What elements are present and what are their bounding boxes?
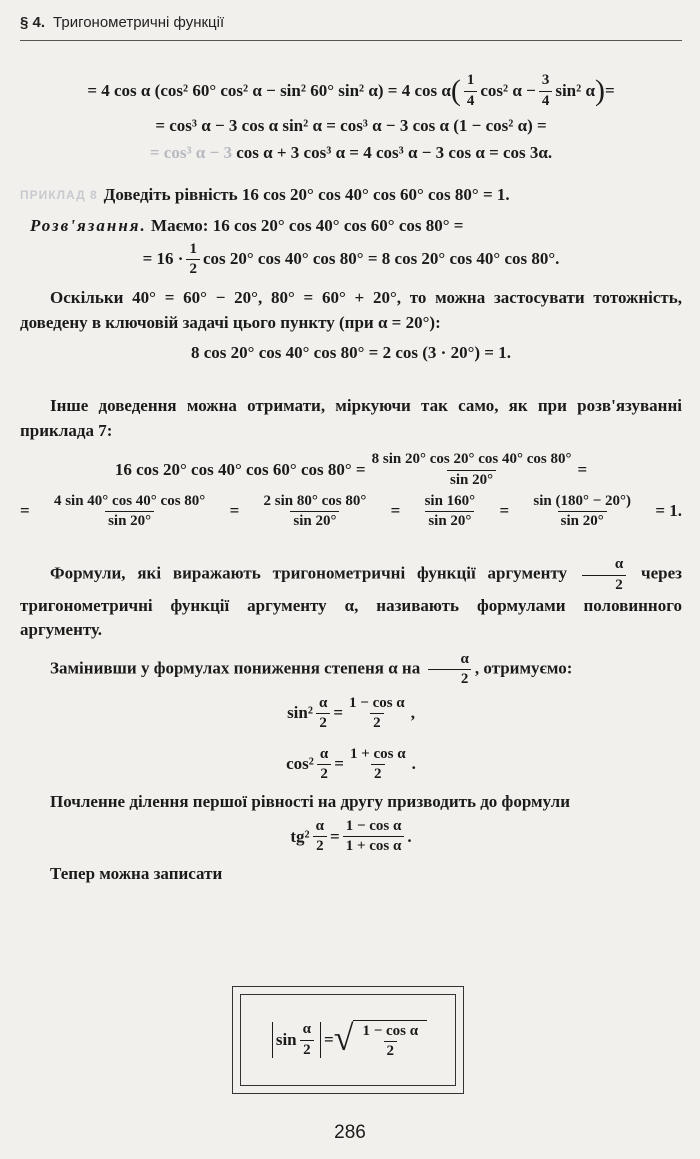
square-root xyxy=(333,1017,427,1061)
boxed-formula xyxy=(232,986,464,1094)
formula-lhs: sin xyxy=(275,1030,297,1049)
fraction-one-quarter: $\frac{1}{4}$ xyxy=(464,72,478,110)
equation-text: cos² α − xyxy=(480,80,536,100)
equals-sign: = xyxy=(499,501,510,521)
page-content xyxy=(20,72,682,886)
formula-sin-half xyxy=(20,695,682,733)
equation-text: cos 20° cos 40° cos 80° = 8 cos 20° cos 40° cos 80°. xyxy=(202,248,560,268)
paragraph-now-write: Тепер можна записати xyxy=(50,863,223,883)
paragraph-identity-note: Оскільки 40° = 60° − 20°, 80° = 60° + 20°, то можна застосувати тотожність, доведену в ключовій задачі цього пункту (при α = 20°): xyxy=(20,288,682,332)
abs-bar-right xyxy=(320,1022,321,1058)
equation-text: 8 cos 20° cos 40° cos 80° = 2 cos (3 · 20°) = 1. xyxy=(191,343,511,363)
fraction-alpha-half: $\frac{\alpha}{2}$ xyxy=(300,1021,314,1059)
fraction-one-half: $\frac{1}{2}$ xyxy=(186,241,200,279)
paragraph-half-angle-definition xyxy=(20,556,682,643)
equals-sign: = xyxy=(577,459,588,479)
equation-text: = 4 cos α (cos² 60° cos² α − sin² 60° sin² α) = 4 cos α xyxy=(87,80,451,100)
example-statement xyxy=(20,183,682,208)
running-header xyxy=(20,14,682,31)
section-title: Тригонометричні функції xyxy=(53,14,225,31)
paragraph-text: , отримуємо: xyxy=(474,658,573,678)
abs-bar-left xyxy=(272,1022,273,1058)
page-number: 286 xyxy=(334,1122,366,1143)
equation-line-2 xyxy=(20,114,682,139)
solution-line-2 xyxy=(20,241,682,279)
section-number: § 4. xyxy=(20,14,46,31)
equals-sign: = xyxy=(330,826,340,846)
paragraph-text: Формули, які виражають тригонометричні функції аргументу xyxy=(50,563,568,583)
solution-text: Маємо: 16 cos 20° cos 40° cos 60° cos 80° = xyxy=(151,215,464,235)
fraction: $\frac{4 \sin 40^\circ \cos 40^\circ \cos 80^\circ}{\sin 20^\circ}$ xyxy=(53,492,206,530)
fraction: $\frac{\text{1 − cos α}}{\text{1 + cos α}}$ xyxy=(343,818,405,856)
paragraph-text: через тригонометричні функції аргументу α, називають xyxy=(20,563,683,615)
left-paren: ( xyxy=(450,74,461,107)
formula-tg-half xyxy=(20,818,682,856)
equals-sign: = xyxy=(324,1030,334,1049)
fraction-alpha-half: $\frac{\alpha}{2}$ xyxy=(427,651,471,689)
radical-sign: √ xyxy=(333,1017,354,1058)
equals-sign: = xyxy=(20,501,30,521)
equals-sign: = xyxy=(390,501,401,521)
equation-text: 16 cos 20° cos 40° cos 60° cos 80° = xyxy=(114,459,366,479)
equation-text: = 16 · xyxy=(142,248,184,268)
defined-term: формулами половинного аргументу. xyxy=(20,595,683,640)
fraction: $\frac{\text{1 + cos α}}{2}$ xyxy=(349,746,406,783)
fraction: $\frac{\text{1 − cos α}}{2}$ xyxy=(349,694,405,731)
fraction: $\frac{\sin 160^\circ}{\sin 20^\circ}$ xyxy=(424,492,476,530)
right-paren: ) xyxy=(594,74,605,107)
fraction-alpha-half: $\frac{\alpha}{2}$ xyxy=(313,818,327,856)
example-label: ПРИКЛАД 8 xyxy=(20,187,98,202)
formula-lhs: cos² xyxy=(286,754,314,774)
paragraph-alt-proof: Інше доведення можна отримати, міркуючи так само, як при розв'язуванні приклада 7: xyxy=(20,395,682,440)
equals-sign: = xyxy=(229,501,240,521)
punctuation: . xyxy=(411,754,416,774)
alt-proof-line-2 xyxy=(20,493,682,531)
boxed-formula-inner xyxy=(240,994,456,1086)
formula-lhs: sin² xyxy=(287,702,313,722)
solution-label: Розв'язання. xyxy=(30,215,147,235)
paragraph-text: Замінивши у формулах пониження степеня α на xyxy=(50,658,421,678)
fraction-alpha-half: $\frac{\alpha}{2}$ xyxy=(316,695,330,733)
equation-text: sin² α xyxy=(555,80,595,100)
equation-line-1 xyxy=(20,72,682,110)
fraction-alpha-half: $\frac{\alpha}{2}$ xyxy=(317,746,331,784)
equation-text: cos α + 3 cos³ α = 4 cos³ α − 3 cos α = cos 3α. xyxy=(236,142,553,162)
equals-sign: = xyxy=(334,754,344,774)
fraction: $\frac{8 \sin 20^\circ \cos 20^\circ \cos 40^\circ \cos 80^\circ}{\sin 20^\circ}$ xyxy=(371,451,572,488)
paragraph-substitution xyxy=(20,651,682,689)
equation-result: = 1. xyxy=(655,501,682,521)
equals-sign: = xyxy=(604,80,615,100)
equation-text: = cos³ α − 3 cos α sin² α = cos³ α − 3 cos α (1 − cos² α) = xyxy=(155,116,547,135)
alt-proof-line-1 xyxy=(20,451,682,489)
identity-equation xyxy=(20,341,682,366)
punctuation: , xyxy=(410,702,415,722)
header-divider xyxy=(20,40,682,41)
fraction: $\frac{\sin (180^\circ - 20^\circ)}{\sin 20^\circ}$ xyxy=(533,492,632,530)
fraction: $\frac{2 \sin 80^\circ \cos 80^\circ}{\sin 20^\circ}$ xyxy=(263,492,367,530)
punctuation: . xyxy=(407,826,412,846)
example-text: Доведіть рівність 16 cos 20° cos 40° cos 60° cos 80° = 1. xyxy=(103,185,510,205)
formula-lhs: tg² xyxy=(290,826,310,846)
paragraph-division: Почленне ділення першої рівності на другу призводить до формули xyxy=(50,791,571,811)
equation-line-3 xyxy=(20,141,682,166)
fraction-alpha-half: $\frac{\alpha}{2}$ xyxy=(582,556,626,594)
equals-sign: = xyxy=(333,702,344,722)
fraction-three-quarters: $\frac{3}{4}$ xyxy=(539,72,553,110)
formula-cos-half xyxy=(20,746,682,784)
fraction: $\frac{\text{1 − cos α}}{2}$ xyxy=(362,1022,419,1059)
solution-line-1 xyxy=(20,214,682,239)
faded-equation-text: = cos³ α − 3 xyxy=(149,142,232,162)
